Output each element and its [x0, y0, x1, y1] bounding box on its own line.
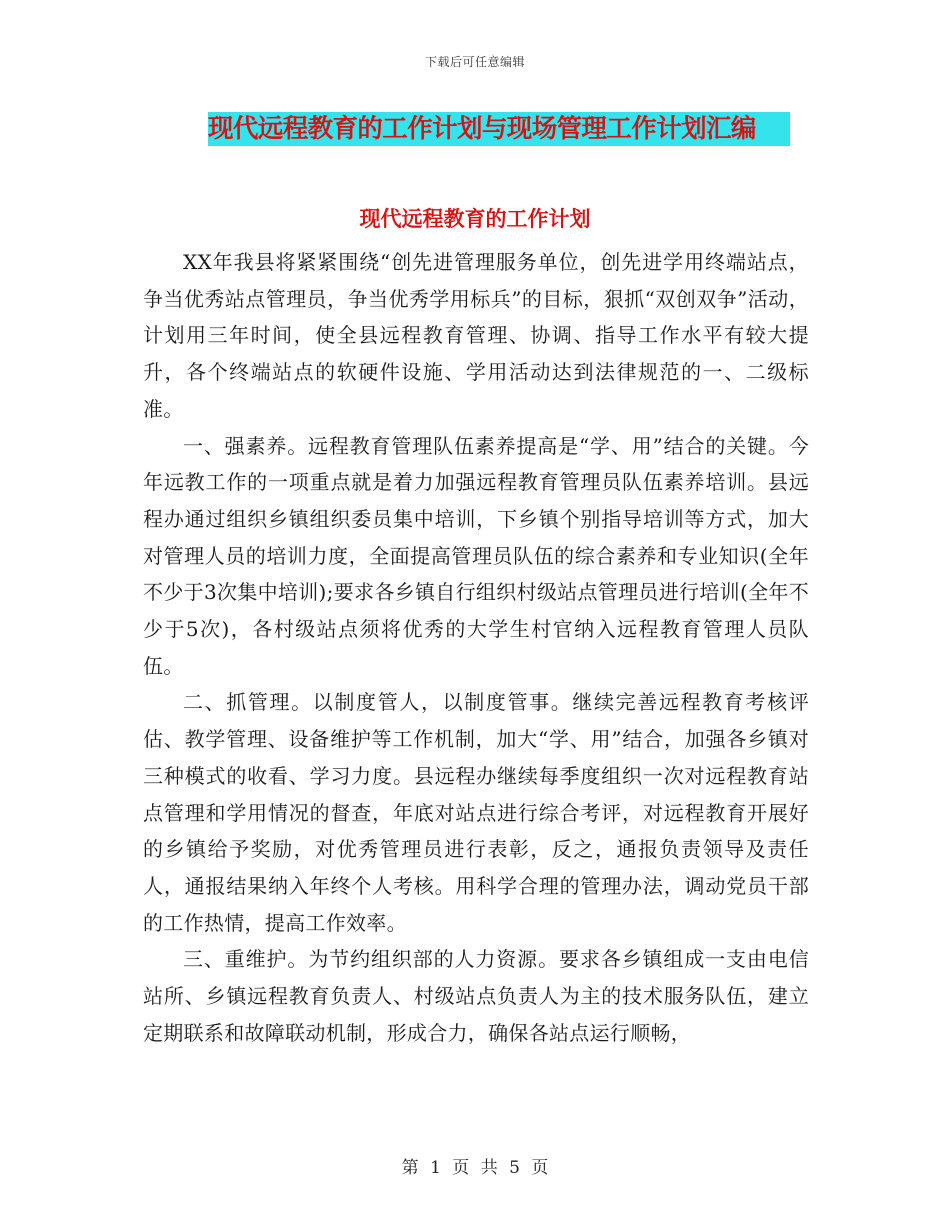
paragraph-section-3: 三、重维护。为节约组织部的人力资源。要求各乡镇组成一支由电信站所、乡镇远程教育负责人、村级站点负责人为主的技术服务队伍，建立定期联系和故障联动机制，形成合力，确保各站点运行顺畅， [143, 947, 809, 1045]
paragraph-section-2: 二、抓管理。以制度管人，以制度管事。继续完善远程教育考核评估、教学管理、设备维护等工作机制，加大“学、用”结合，加强各乡镇对三种模式的收看、学习力度。县远程办继续每季度组织一次对远程教育站点管理和学用情况的督查，年底对站点进行综合考评，对远程教育开展好的乡镇给予奖励，对优秀管理员进行表彰，反之，通报负责领导及责任人，通报结果纳入年终个人考核。用科学合理的管理办法，调动党员干部的工作热情，提高工作效率。 [143, 690, 809, 935]
page-number: 第 1 页 共 5 页 [401, 1158, 549, 1178]
document-body [143, 244, 809, 1051]
header-note: 下载后可任意编辑 [424, 55, 525, 69]
paragraph-intro: XX年我县将紧紧围绕“创先进管理服务单位，创先进学用终端站点，争当优秀站点管理员，争当优秀学用标兵”的目标，狠抓“双创双争”活动，计划用三年时间，使全县远程教育管理、协调、指导工作水平有较大提升，各个终端站点的软硬件设施、学用活动达到法律规范的一、二级标准。 [143, 250, 809, 421]
main-title-highlight [208, 112, 790, 146]
main-title: 现代远程教育的工作计划与现场管理工作计划汇编 [208, 114, 756, 144]
section-title: 现代远程教育的工作计划 [359, 207, 591, 231]
paragraph-section-1: 一、强素养。远程教育管理队伍素养提高是“学、用”结合的关键。今年远教工作的一项重点就是着力加强远程教育管理员队伍素养培训。县远程办通过组织乡镇组织委员集中培训，下乡镇个别指导培训等方式，加大对管理人员的培训力度，全面提高管理员队伍的综合素养和专业知识(全年不少于3次集中培训);要求各乡镇自行组织村级站点管理员进行培训(全年不少于5次)，各村级站点须将优秀的大学生村官纳入远程教育管理人员队伍。 [143, 433, 809, 678]
